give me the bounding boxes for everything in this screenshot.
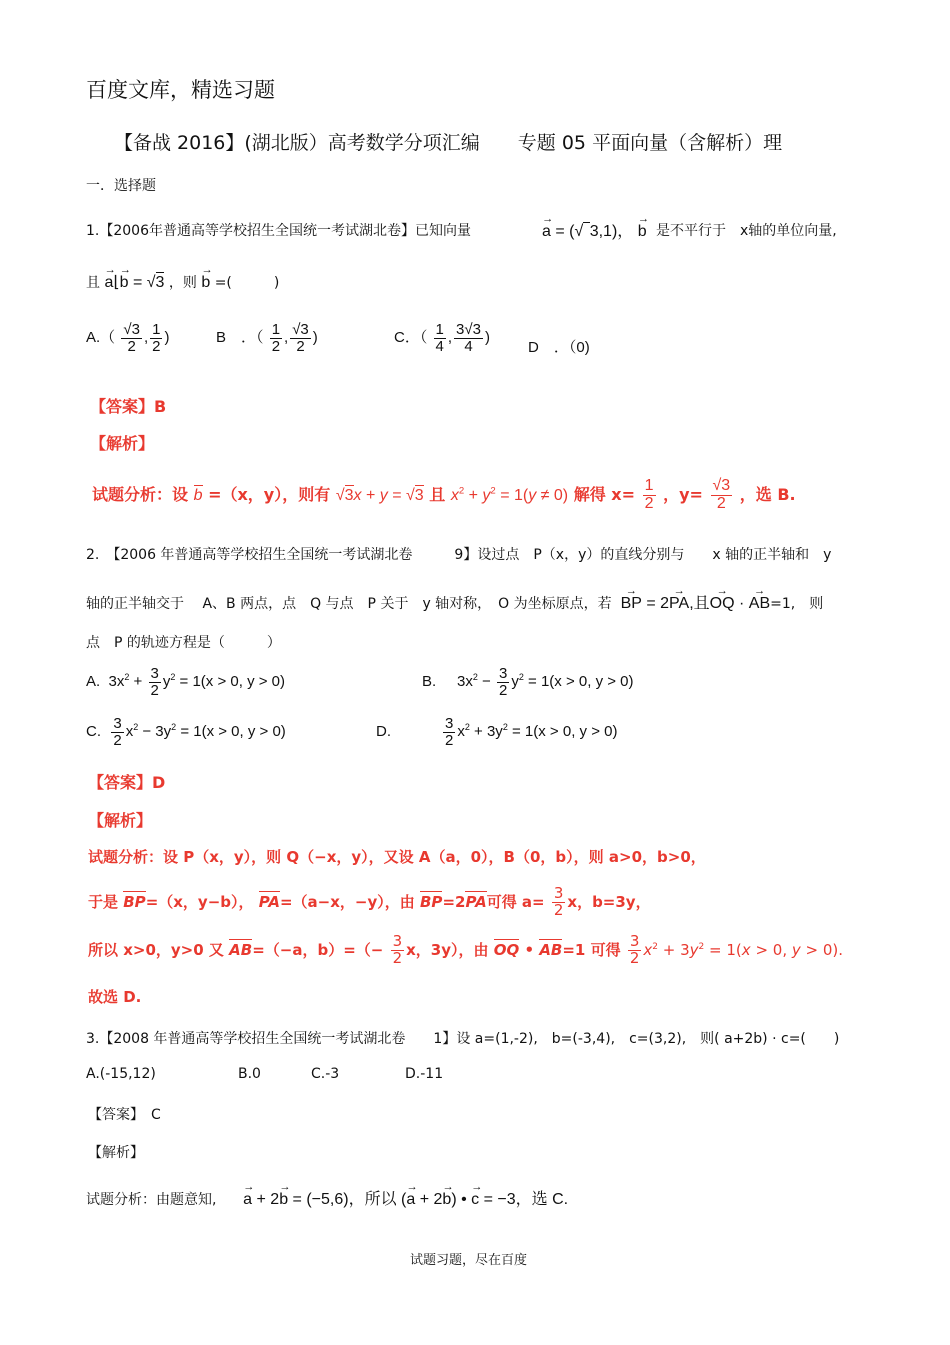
q1-analysis-label: 【解析】 [90, 434, 155, 453]
q1-b-desc: 是不平行于 x轴的单位向量, [656, 223, 837, 239]
q2-solution-line1: 试题分析：设 P（x，y），则 Q（−x，y），又设 A（a，0），B（0，b），则 a>0，b>0， [88, 848, 706, 866]
q3-option-b: B.0 [238, 1066, 261, 1082]
q1-option-a: A.（ $\frac{√3}{2}$ , $\frac{1}{2}$ ) [86, 321, 170, 355]
q3-stem: 3.【2008 年普通高等学校招生全国统一考试湖北卷 1】设 a=(1,-2), b=(-3,4), c=(3,2), 则( a+2b) · c=( ) [86, 1031, 840, 1047]
q2-solution-line3: 所以 x>0，y>0 又 AB=（−a，b）=（− $\frac{3}{2}$ x，3y），由 OQ • AB=1 可得 $\frac{3}{2}$ $x^2 + 3y^2 = 1(x > 0$, y > 0). [88, 932, 844, 967]
page-footer: 试题习题，尽在百度 [410, 1253, 528, 1268]
q1-line2: 且 → a⌊→ b = √3 ，则 → b =( ) [86, 272, 279, 292]
q1-vector-a: → a = (√ 3,1)， → b [542, 218, 647, 241]
q1-solution: 试题分析：设 b =（x，y），则有 √3x + y = √3 且 $x^2 + y^2 = 1(y \ne 0)$ 解得 x= $\frac{1}{2}$ ，y= $\frac{√3}{2}$ ，选 B. [92, 477, 796, 512]
q3-option-a: A.(-15,12) [86, 1066, 156, 1082]
q2-analysis-label: 【解析】 [88, 811, 153, 830]
q1-answer: 【答案】B [90, 397, 167, 416]
section-label: 一．选择题 [86, 178, 156, 194]
q3-analysis-label: 【解析】 [88, 1145, 144, 1161]
q3-solution: 试题分析：由题意知, → a + 2→ b = (−5,6)，所以 (→ a + 2→ b) • → c = −3，选 C. [86, 1186, 568, 1209]
q2-line1: 2. 【2006 年普通高等学校招生全国统一考试湖北卷 9】设过点 P（x，y）的直线分别与 x 轴的正半轴和 y [86, 547, 832, 563]
site-header: 百度文库，精选习题 [86, 78, 275, 102]
q2-answer: 【答案】D [88, 773, 166, 792]
q2-line2: 轴的正半轴交于 A、B 两点，点 Q 与点 P 关于 y 轴对称， O 为坐标原点，若 → BP = 2→ PA,且→ OQ · → AB=1, 则 [86, 590, 823, 613]
doc-title: 【备战 2016】(湖北版）高考数学分项汇编 专题 05 平面向量（含解析）理 [114, 132, 783, 154]
q1-option-d: D ．（0) [528, 339, 590, 356]
q2-line3: 点 P 的轨迹方程是（ ） [86, 635, 281, 651]
q3-answer: 【答案】 C [88, 1107, 161, 1123]
q2-option-c: C. $\frac{3}{2}$ $x^2 - 3y^2 = 1(x > 0$, y > 0) [86, 715, 286, 749]
q2-option-d: D. $\frac{3}{2}$ $x^2 + 3y^2 = 1(x > 0$, y > 0) [376, 715, 618, 749]
q3-option-d: D.-11 [405, 1066, 444, 1082]
q3-option-c: C.-3 [311, 1066, 340, 1082]
q1-option-b: B ．（ $\frac{1}{2}$ , $\frac{√3}{2}$ ) [216, 321, 318, 355]
q1-option-c: C．（ $\frac{1}{4}$ , $\frac{3√3}{4}$ ) [394, 321, 490, 355]
q2-solution-line2: 于是 BP=（x，y−b）， PA=（a−x，−y），由 BP=2PA可得 a= $\frac{3}{2}$ x，b=3y， [88, 884, 651, 919]
q2-option-b: B. $3x^2$ − $\frac{3}{2}$ $y^2 = 1(x > 0$, y > 0) [422, 665, 634, 699]
q2-solution-line4: 故选 D. [88, 988, 142, 1006]
q1-stem: 1.【2006年普通高等学校招生全国统一考试湖北卷】已知向量 [86, 223, 471, 239]
q2-option-a: A. $3x^2$ + $\frac{3}{2}$ $y^2 = 1(x > 0$, y > 0) [86, 665, 285, 699]
